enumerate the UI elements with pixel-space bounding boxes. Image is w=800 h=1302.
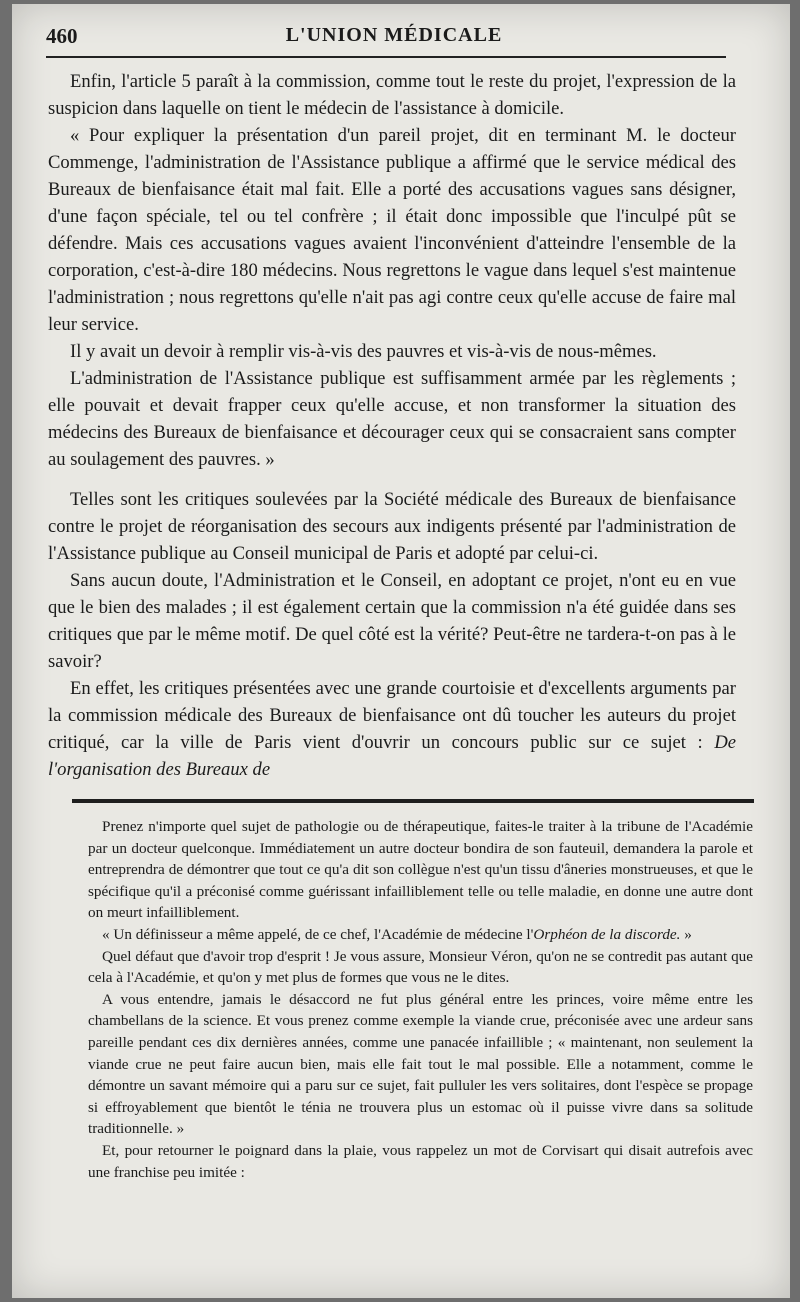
paragraph (48, 675, 736, 783)
footnotes (88, 816, 753, 1183)
running-head (46, 22, 742, 54)
footnote-italic: Orphéon de la discorde. (533, 925, 681, 943)
footnote-paragraph (88, 924, 753, 946)
paragraph: « Pour expliquer la présentation d'un pareil projet, dit en terminant M. le docteur Commenge, l'administration de l'Assistance publique a affirmé que le service médical des Bureaux de bienfaisance était mal fait. Elle a porté des accusations vagues sans désigner, d'une façon spéciale, tel ou tel confrère ; il était donc impossible que l'inculpé pût se défendre. Mais ces accusations vagues avaient l'inconvénient d'atteindre l'ensemble de la corporation, c'est-à-dire 180 médecins. Nous regrettons le vague dans lequel s'est maintenue l'administration ; nous regrettons qu'elle n'ait pas agi contre ceux qu'elle accuse de faire mal leur service. (48, 125, 736, 335)
footnote-text: « Un définisseur a même appelé, de ce chef, l'Académie de médecine l' (102, 925, 534, 943)
footnote-text: » (680, 925, 692, 943)
footnote-rule (72, 799, 754, 803)
paragraph: Il y avait un devoir à remplir vis-à-vis des pauvres et vis-à-vis de nous-mêmes. (70, 341, 657, 362)
main-text (48, 68, 736, 783)
paragraph: L'administration de l'Assistance publique est suffisamment armée par les règlements ; elle pouvait et devait frapper ceux qu'elle accuse, et non transformer la situation des médecins des Bureaux de bienfaisance et décourager ceux qui se consacraient sans compter au soulagement des pauvres. » (48, 368, 736, 470)
journal-title: L'UNION MÉDICALE (285, 24, 503, 46)
paragraph-text: En effet, les critiques présentées avec une grande courtoisie et d'excellents arguments par la commission médicale des Bureaux de bienfaisance ont dû toucher les auteurs du projet critiqué, car la ville de Paris vient d'ouvrir un concours public sur ce sujet : (48, 678, 736, 753)
book-page (12, 4, 790, 1298)
paragraph: Enfin, l'article 5 paraît à la commission, comme tout le reste du projet, l'expression de la suspicion dans laquelle on tient le médecin de l'assistance à domicile. (48, 71, 736, 119)
footnote-paragraph: A vous entendre, jamais le désaccord ne fut plus général entre les princes, voire même entre les chambellans de la science. Et vous prenez comme exemple la viande crue, préconisée avec une ardeur sans pareille pendant ces dix dernières années, comme une panacée infaillible ; « maintenant, non seulement la viande crue ne peut faire aucun bien, mais elle fait tout le mal possible. Elle a notamment, comme le démontre un savant mémoire qui a paru sur ce sujet, fait pulluler les vers solitaires, dont l'espèce se propage si effroyablement que bientôt le ténia ne trouvera plus un estomac où il puisse vivre dans sa solitude traditionnelle. » (88, 990, 753, 1138)
footnote-paragraph: Et, pour retourner le poignard dans la plaie, vous rappelez un mot de Corvisart qui disait autrefois avec une franchise peu imitée : (88, 1141, 753, 1181)
contest-title: De l'organisation des Bureaux de (48, 732, 736, 780)
footnote-paragraph: Prenez n'importe quel sujet de pathologie ou de thérapeutique, faites-le traiter à la tribune de l'Académie par un docteur quelconque. Immédiatement un autre docteur bondira de son fauteuil, demandera la parole et entreprendra de démontrer que tout ce qu'a dit son collègue n'est qu'un tissu d'âneries monstrueuses, et que le spécifique qu'il a préconisé comme guérissant infailliblement telle ou telle maladie, en donne une autre dont on meurt infailliblement. (88, 818, 753, 922)
paragraph: Telles sont les critiques soulevées par la Société médicale des Bureaux de bienfaisance contre le projet de réorganisation des secours aux indigents présenté par l'administration de l'Assistance publique au Conseil municipal de Paris et adopté par celui-ci. (48, 489, 736, 564)
paragraph: Sans aucun doute, l'Administration et le Conseil, en adoptant ce projet, n'ont eu en vue que le bien des malades ; il est également certain que la commission n'a été guidée dans ses critiques que par le même motif. De quel côté est la vérité? Peut-être ne tardera-t-on pas à le savoir? (48, 570, 736, 672)
footnote-paragraph: Quel défaut que d'avoir trop d'esprit ! Je vous assure, Monsieur Véron, qu'on ne se contredit pas autant que cela à l'Académie, et qu'on y met plus de formes que vous ne le dites. (88, 947, 753, 987)
page-number: 460 (46, 24, 78, 48)
header-rule (46, 56, 726, 58)
